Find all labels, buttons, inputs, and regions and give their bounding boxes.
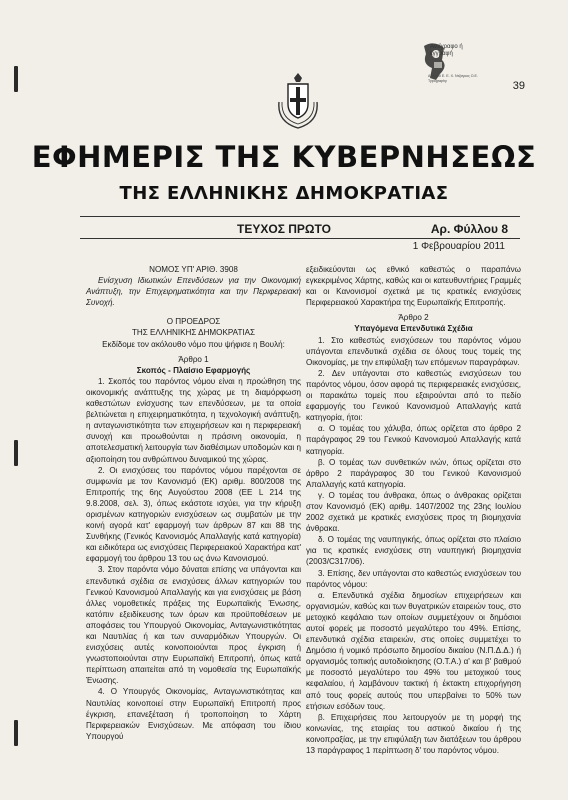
- masthead-divider: [80, 216, 520, 217]
- masthead-divider: [80, 238, 520, 239]
- paragraph: 2. Δεν υπάγονται στο καθεστώς ενισχύσεων του παρόντος νόμου, όσον αφορά τις περιφερειακές ενισχύσεις, οι παρακάτω τομείς που εξαιρούνται από το πεδίο εφαρμογής του Γενικού Κανονισμού Απαλλαγής κατά κατηγορία, ήτοι:: [306, 368, 521, 423]
- president-line: Ο ΠΡΟΕΔΡΟΣ: [166, 317, 221, 327]
- paragraph: 1. Σκοπός του παρόντος νόμου είναι η προώθηση της οικονομικής ανάπτυξης της χώρας με τη διαμόρφωση καθεστώτων ενίσχυσης των επενδύσεων, με τα οποία βελτιώνεται η επιχειρηματικότητα, η τεχνολογική ανάπτυξη, η ανταγωνιστικότητα των επιχειρήσεων και η περιφερειακή συνοχή και προωθούνται η πράσινη οικονομία, η αποτελεσματική λειτουργία των διαθέσιμων υποδομών και η αξιοποίηση του ανθρώπινου δυναμικού της χώρας.: [86, 376, 301, 464]
- paragraph: 2. Οι ενισχύσεις του παρόντος νόμου παρέχονται σε συμφωνία με τον Κανονισμό (ΕΚ) αριθμ. 800/2008 της Επιτροπής της 6ης Αυγούστου 2008 (EE L 214 της 9.8.2008, σελ. 3), όπως εκάστοτε ισχύει, για την κήρυξη ορισμένων κατηγοριών ενισχύσεων ως συμβατών με την κοινή αγορά κατ' εφαρμογή των άρθρων 87 και 88 της Συνθήκης (Γενικός Κανονισμός Απαλλαγής κατά κατηγορία) και ειδικότερα ως ενισχύσεις Περιφερειακού Χαρακτήρα κατ' εφαρμογή του άρθρου 13 του ως άνω Κανονισμού.: [86, 465, 301, 564]
- paragraph: β. Ο τομέας των συνθετικών ινών, όπως ορίζεται στο άρθρο 2 παράγραφος 30 του Γενικού Κανονισμού Απαλλαγής κατά κατηγορία.: [306, 457, 521, 489]
- left-text-column: [86, 264, 301, 742]
- issue-type: ΤΕΥΧΟΣ ΠΡΩΤΟ: [237, 222, 331, 236]
- paragraph: α. Επενδυτικά σχέδια δημοσίων επιχειρήσεων και οργανισμών, καθώς και των θυγατρικών εταιρειών τους, στο μετοχικό κεφάλαιο των οποίων συμμετέχουν οι δημόσιοι αυτοί φορείς με ποσοστό μεγαλύτερο του 49%. Επίσης, επενδυτικά σχέδια εταιρειών, στις οποίες συμμετέχει το Δημόσιο ή νομικό πρόσωπο δημοσίου δικαίου (Ν.Π.Δ.Δ.) ή οργανισμός τοπικής αυτοδιοίκησης (Ο.Τ.Α.) α' και β' βαθμού με ποσοστό μεγαλύτερο του 49% του μετοχικού τους κεφαλαίου, ή λαμβάνουν τακτική ή έκτακτη επιχορήγηση από τους φορείς αυτούς που υπερβαίνει το 50% των ετήσιων εσόδων τους.: [306, 590, 521, 711]
- stamp-line: εγγραφή: [430, 51, 453, 57]
- law-title: Ενίσχυση Ιδιωτικών Επενδύσεων για την Οικονομική Ανάπτυξη, την Επιχειρηματικότητα και την Περιφερειακή Συνοχή.: [86, 276, 301, 308]
- paragraph: γ. Ο τομέας του άνθρακα, όπως ο άνθρακας ορίζεται στον Κανονισμό (ΕΚ) αριθμ. 1407/2002 της 23ης Ιουλίου 2002 σχετικά με κρατικές ενισχύσεις προς τη βιομηχανία άνθρακα.: [306, 490, 521, 534]
- article-subheading: Σκοπός - Πλαίσιο Εφαρμογής: [136, 365, 251, 375]
- law-number: ΝΟΜΟΣ ΥΠ' ΑΡΙΘ. 3908: [149, 265, 238, 274]
- president-line: ΤΗΣ ΕΛΛΗΝΙΚΗΣ ΔΗΜΟΚΡΑΤΙΑΣ: [131, 328, 256, 338]
- paragraph: δ. Ο τομέας της ναυπηγικής, όπως ορίζεται στο πλαίσιο για τις κρατικές ενισχύσεις στη ναυπηγική βιομηχανία (2003/C317/06).: [306, 535, 521, 567]
- page-number: 39: [512, 80, 525, 92]
- paragraph: α. Ο τομέας του χάλυβα, όπως ορίζεται στο άρθρο 2 παράγραφος 29 του Γενικού Κανονισμού Απαλλαγής κατά κατηγορία.: [306, 424, 521, 456]
- coat-of-arms-icon: [275, 72, 321, 132]
- right-text-column: [306, 264, 521, 756]
- gazette-subtitle: ΤΗΣ ΕΛΛΗΝΙΚΗΣ ΔΗΜΟΚΡΑΤΙΑΣ: [119, 183, 449, 204]
- paragraph: 1. Στο καθεστώς ενισχύσεων του παρόντος νόμου υπάγονται επενδυτικά σχέδια σε όλους τους τομείς της Οικονομίας, με την επιφύλαξη των επόμενων παραγράφων.: [306, 335, 521, 367]
- stamp-line: Αντίγραφο ή: [430, 44, 463, 50]
- sheet-number: Αρ. Φύλλου 8: [430, 222, 508, 236]
- binder-hole-mark: [14, 720, 18, 746]
- paragraph: 4. Ο Υπουργός Οικονομίας, Ανταγωνιστικότητας και Ναυτιλίας κοινοποιεί στην Ευρωπαϊκή Επιτροπή προς έγκριση, επανεξέταση ή τροποποίηση το Χάρτη Περιφερειακών Ενισχύσεων. Με απόφαση του ίδιου Υπουργού: [86, 687, 301, 741]
- paragraph: β. Επιχειρήσεις που λειτουργούν με τη μορφή της κοινωνίας, της εταιρίας του αστικού δικαίου ή της κοινοπραξίας, με την επιφύλαξη των διατάξεων του άρθρου 13 παράγραφος 1 περίπτωση δ' του παρόντος νόμου.: [306, 712, 521, 756]
- paragraph: 3. Στον παρόντα νόμο δύναται επίσης να υπάγονται και επενδυτικά σχέδια σε ενισχύσεις άλλων κατηγοριών του Γενικού Κανονισμού Απαλλαγής και για ενισχύσεις με βάση άλλες νομοθετικές πράξεις της Ευρωπαϊκής Ένωσης, κατόπιν εξειδίκευσης των όρων και προϋποθέσεων με αποφάσεις του Υπουργού Οικονομίας, Ανταγωνιστικότητας και Ναυτιλίας ή και των συναρμόδιων Υπουργών. Οι ενισχύσεις αυτές κοινοποιούνται προς έγκριση ή γνωστοποιούνται στην Ευρωπαϊκή Επιτροπή, όπως κατά περίπτωση απαιτείται από τη νομοθεσία της Ευρωπαϊκής Ένωσης.: [86, 565, 301, 686]
- binder-hole-mark: [14, 440, 18, 466]
- stamp-small-text: Αδελφοί Ε. Ε. Χ. Ντζαγκος Ο.Ε. Typography: [428, 74, 478, 83]
- article-heading: Άρθρο 1: [178, 354, 209, 364]
- stamp-text: [430, 44, 463, 58]
- issue-date: 1 Φεβρουαρίου 2011: [412, 241, 505, 252]
- gazette-title: ΕΦΗΜΕΡΙΣ ΤΗΣ ΚΥΒΕΡΝΗΣΕΩΣ: [31, 140, 537, 174]
- paragraph: 3. Επίσης, δεν υπάγονται στο καθεστώς ενισχύσεων του παρόντος νόμου:: [306, 568, 521, 589]
- article-subheading: Υπαγόμενα Επενδυτικά Σχέδια: [354, 324, 473, 334]
- library-stamp: [404, 40, 490, 96]
- promulgation-formula: Εκδίδομε τον ακόλουθο νόμο που ψήφισε η Βουλή:: [102, 339, 285, 349]
- paragraph: εξειδικεύονται ως εθνικό καθεστώς ο παραπάνω εγκεκριμένος Χάρτης, καθώς και οι κατευθυντήριες Γραμμές και οι Κανονισμοί σχετικά με τις κρατικές ενισχύσεις Περιφερειακού Χαρακτήρα της Ευρωπαϊκής Επιτροπής.: [306, 265, 521, 308]
- binder-hole-mark: [14, 66, 18, 92]
- article-heading: Άρθρο 2: [398, 313, 429, 323]
